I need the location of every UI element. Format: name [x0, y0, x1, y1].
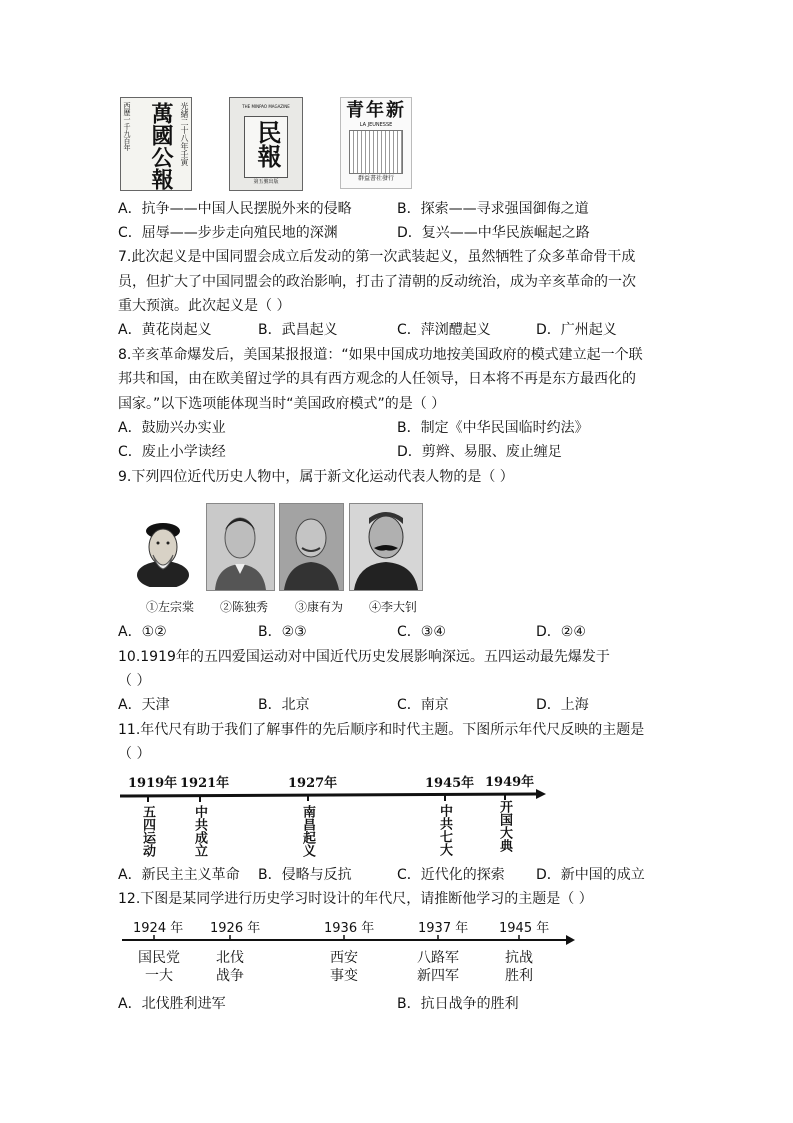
- q11-year-1949: 1949年: [485, 775, 535, 790]
- q12-event-3-bottom: 事变: [330, 968, 358, 984]
- q12-year-1937: 1937 年: [418, 921, 469, 936]
- q11-event-zhonggong-chengli: 中共成立: [192, 805, 207, 857]
- q12-event-2-bottom: 战争: [216, 968, 244, 984]
- q12-option-b[interactable]: B．抗日战争的胜利: [397, 996, 519, 1012]
- q9-caption-1: ①左宗棠: [146, 600, 195, 614]
- q11-option-c[interactable]: C．近代化的探索: [397, 867, 505, 883]
- q12-option-a[interactable]: A．北伐胜利进军: [118, 996, 226, 1012]
- q12-event-2: [204, 949, 256, 985]
- portrait-chen-duxiu: [206, 503, 275, 591]
- q8-stem-line-1: 8.辛亥革命爆发后，美国某报报道：“如果中国成功地按美国政府的模式建立起一个联: [118, 347, 643, 363]
- q11-year-1919: 1919年: [128, 776, 178, 791]
- xin-qingnian-cover: [340, 97, 412, 189]
- q10-option-b[interactable]: B．北京: [258, 697, 310, 713]
- q6-option-a[interactable]: A．抗争——中国人民摆脱外来的侵略: [118, 201, 352, 217]
- q11-stem-line-1: 11.年代尺有助于我们了解事件的先后顺序和时代主题。下图所示年代尺反映的主题是: [118, 722, 645, 738]
- q12-event-4-bottom: 新四军: [417, 968, 459, 984]
- q12-event-3: [318, 949, 370, 985]
- q9-option-d[interactable]: D．②④: [536, 624, 586, 640]
- q7-stem-line-1: 7.此次起义是中国同盟会成立后发动的第一次武装起义，虽然牺牲了众多革命骨干成: [118, 249, 636, 265]
- cover-title: 民報: [253, 120, 282, 168]
- q8-option-d[interactable]: D．剪辫、易服、废止缠足: [397, 444, 562, 460]
- q11-year-1927: 1927年: [288, 776, 338, 791]
- portrait-kang-youwei: [279, 503, 344, 591]
- q11-option-b[interactable]: B．侵略与反抗: [258, 867, 352, 883]
- q12-timeline-axis: [120, 933, 576, 947]
- q11-timeline-axis: [118, 788, 548, 804]
- q12-year-1924: 1924 年: [133, 921, 184, 936]
- q12-event-5-top: 抗战: [505, 950, 533, 966]
- q7-option-a[interactable]: A．黄花岗起义: [118, 322, 212, 338]
- q12-stem: 12.下图是某同学进行历史学习时设计的年代尺，请推断他学习的主题是（ ）: [118, 891, 593, 907]
- minbao-cover: [229, 97, 303, 191]
- cover-subtitle-top: THE MINPAO MAGAZINE: [242, 104, 290, 109]
- q11-event-qida: 中共七大: [437, 804, 452, 856]
- q7-option-d[interactable]: D．广州起义: [536, 322, 617, 338]
- portrait-li-dazhao: [349, 503, 423, 591]
- q12-event-5-bottom: 胜利: [505, 968, 533, 984]
- q12-year-1945: 1945 年: [499, 921, 550, 936]
- q9-option-a[interactable]: A．①②: [118, 624, 167, 640]
- cover-footer: 群益書社發行: [357, 175, 394, 182]
- cover-title: 青年新: [346, 100, 406, 121]
- q9-stem: 9.下列四位近代历史人物中，属于新文化运动代表人物的是（ ）: [118, 469, 514, 485]
- q8-option-a[interactable]: A．鼓励兴办实业: [118, 420, 226, 436]
- q6-option-d[interactable]: D．复兴——中华民族崛起之路: [397, 225, 590, 241]
- q12-event-4-top: 八路军: [417, 950, 459, 966]
- q9-caption-2: ②陈独秀: [220, 600, 269, 614]
- q6-option-b[interactable]: B．探索——寻求强国御侮之道: [397, 201, 589, 217]
- q11-year-1945: 1945年: [425, 776, 475, 791]
- q7-option-b[interactable]: B．武昌起义: [258, 322, 338, 338]
- cover-title: 萬國公報: [148, 102, 174, 190]
- q7-option-c[interactable]: C．萍浏醴起义: [397, 322, 491, 338]
- q10-stem-line-1: 10.1919年的五四爱国运动对中国近代历史发展影响深远。五四运动最先爆发于: [118, 649, 610, 665]
- q9-option-c[interactable]: C．③④: [397, 624, 446, 640]
- q12-event-1-top: 国民党: [138, 950, 180, 966]
- q10-option-d[interactable]: D．上海: [536, 697, 589, 713]
- q7-stem-line-2: 员，但扩大了中国同盟会的政治影响，打击了清朝的反动统治，成为辛亥革命的一次: [118, 274, 636, 290]
- q7-stem-line-3: 重大预演。此次起义是（ ）: [118, 298, 291, 314]
- q12-event-3-top: 西安: [330, 950, 358, 966]
- q9-caption-3: ③康有为: [295, 600, 344, 614]
- q10-option-a[interactable]: A．天津: [118, 697, 170, 713]
- portrait-zuo-zongtang: [133, 505, 193, 587]
- q12-year-1936: 1936 年: [324, 921, 375, 936]
- q11-event-wusi: 五四运动: [140, 805, 155, 857]
- cover-contents-box: [349, 130, 403, 174]
- cover-subtitle: LA JEUNESSE: [359, 122, 393, 128]
- q12-event-1-bottom: 一大: [145, 968, 173, 984]
- q12-event-1: [133, 949, 185, 985]
- q9-option-b[interactable]: B．②③: [258, 624, 307, 640]
- cover-subtitle-bottom: 第五號出版: [253, 179, 279, 185]
- q11-event-nanchang: 南昌起义: [300, 805, 315, 857]
- q12-event-4: [408, 949, 468, 985]
- q11-year-1921: 1921年: [180, 776, 230, 791]
- q8-option-c[interactable]: C．废止小学读经: [118, 444, 226, 460]
- q6-option-c[interactable]: C．屈辱——步步走向殖民地的深渊: [118, 225, 338, 241]
- wanguo-gongbao-cover: [120, 97, 192, 191]
- q11-stem-line-2: （ ）: [118, 746, 151, 762]
- q9-caption-4: ④李大钊: [369, 600, 418, 614]
- cover-side-left: 西歷一千九百年: [123, 102, 131, 151]
- cover-side-right: 光緒二十八年壬寅: [180, 102, 189, 166]
- q12-event-2-top: 北伐: [216, 950, 244, 966]
- q11-event-kaiguo: 开国大典: [497, 800, 512, 852]
- q8-stem-line-2: 邦共和国，由在欧美留过学的具有西方观念的人任领导，日本将不再是东方最西化的: [118, 371, 636, 387]
- q12-year-1926: 1926 年: [210, 921, 261, 936]
- q10-stem-line-2: （ ）: [118, 673, 151, 689]
- q8-stem-line-3: 国家。”以下选项能体现当时“美国政府模式”的是（ ）: [118, 396, 446, 412]
- q12-event-5: [493, 949, 545, 985]
- q10-option-c[interactable]: C．南京: [397, 697, 449, 713]
- q8-option-b[interactable]: B．制定《中华民国临时约法》: [397, 420, 589, 436]
- q11-option-a[interactable]: A．新民主主义革命: [118, 867, 240, 883]
- q11-option-d[interactable]: D．新中国的成立: [536, 867, 645, 883]
